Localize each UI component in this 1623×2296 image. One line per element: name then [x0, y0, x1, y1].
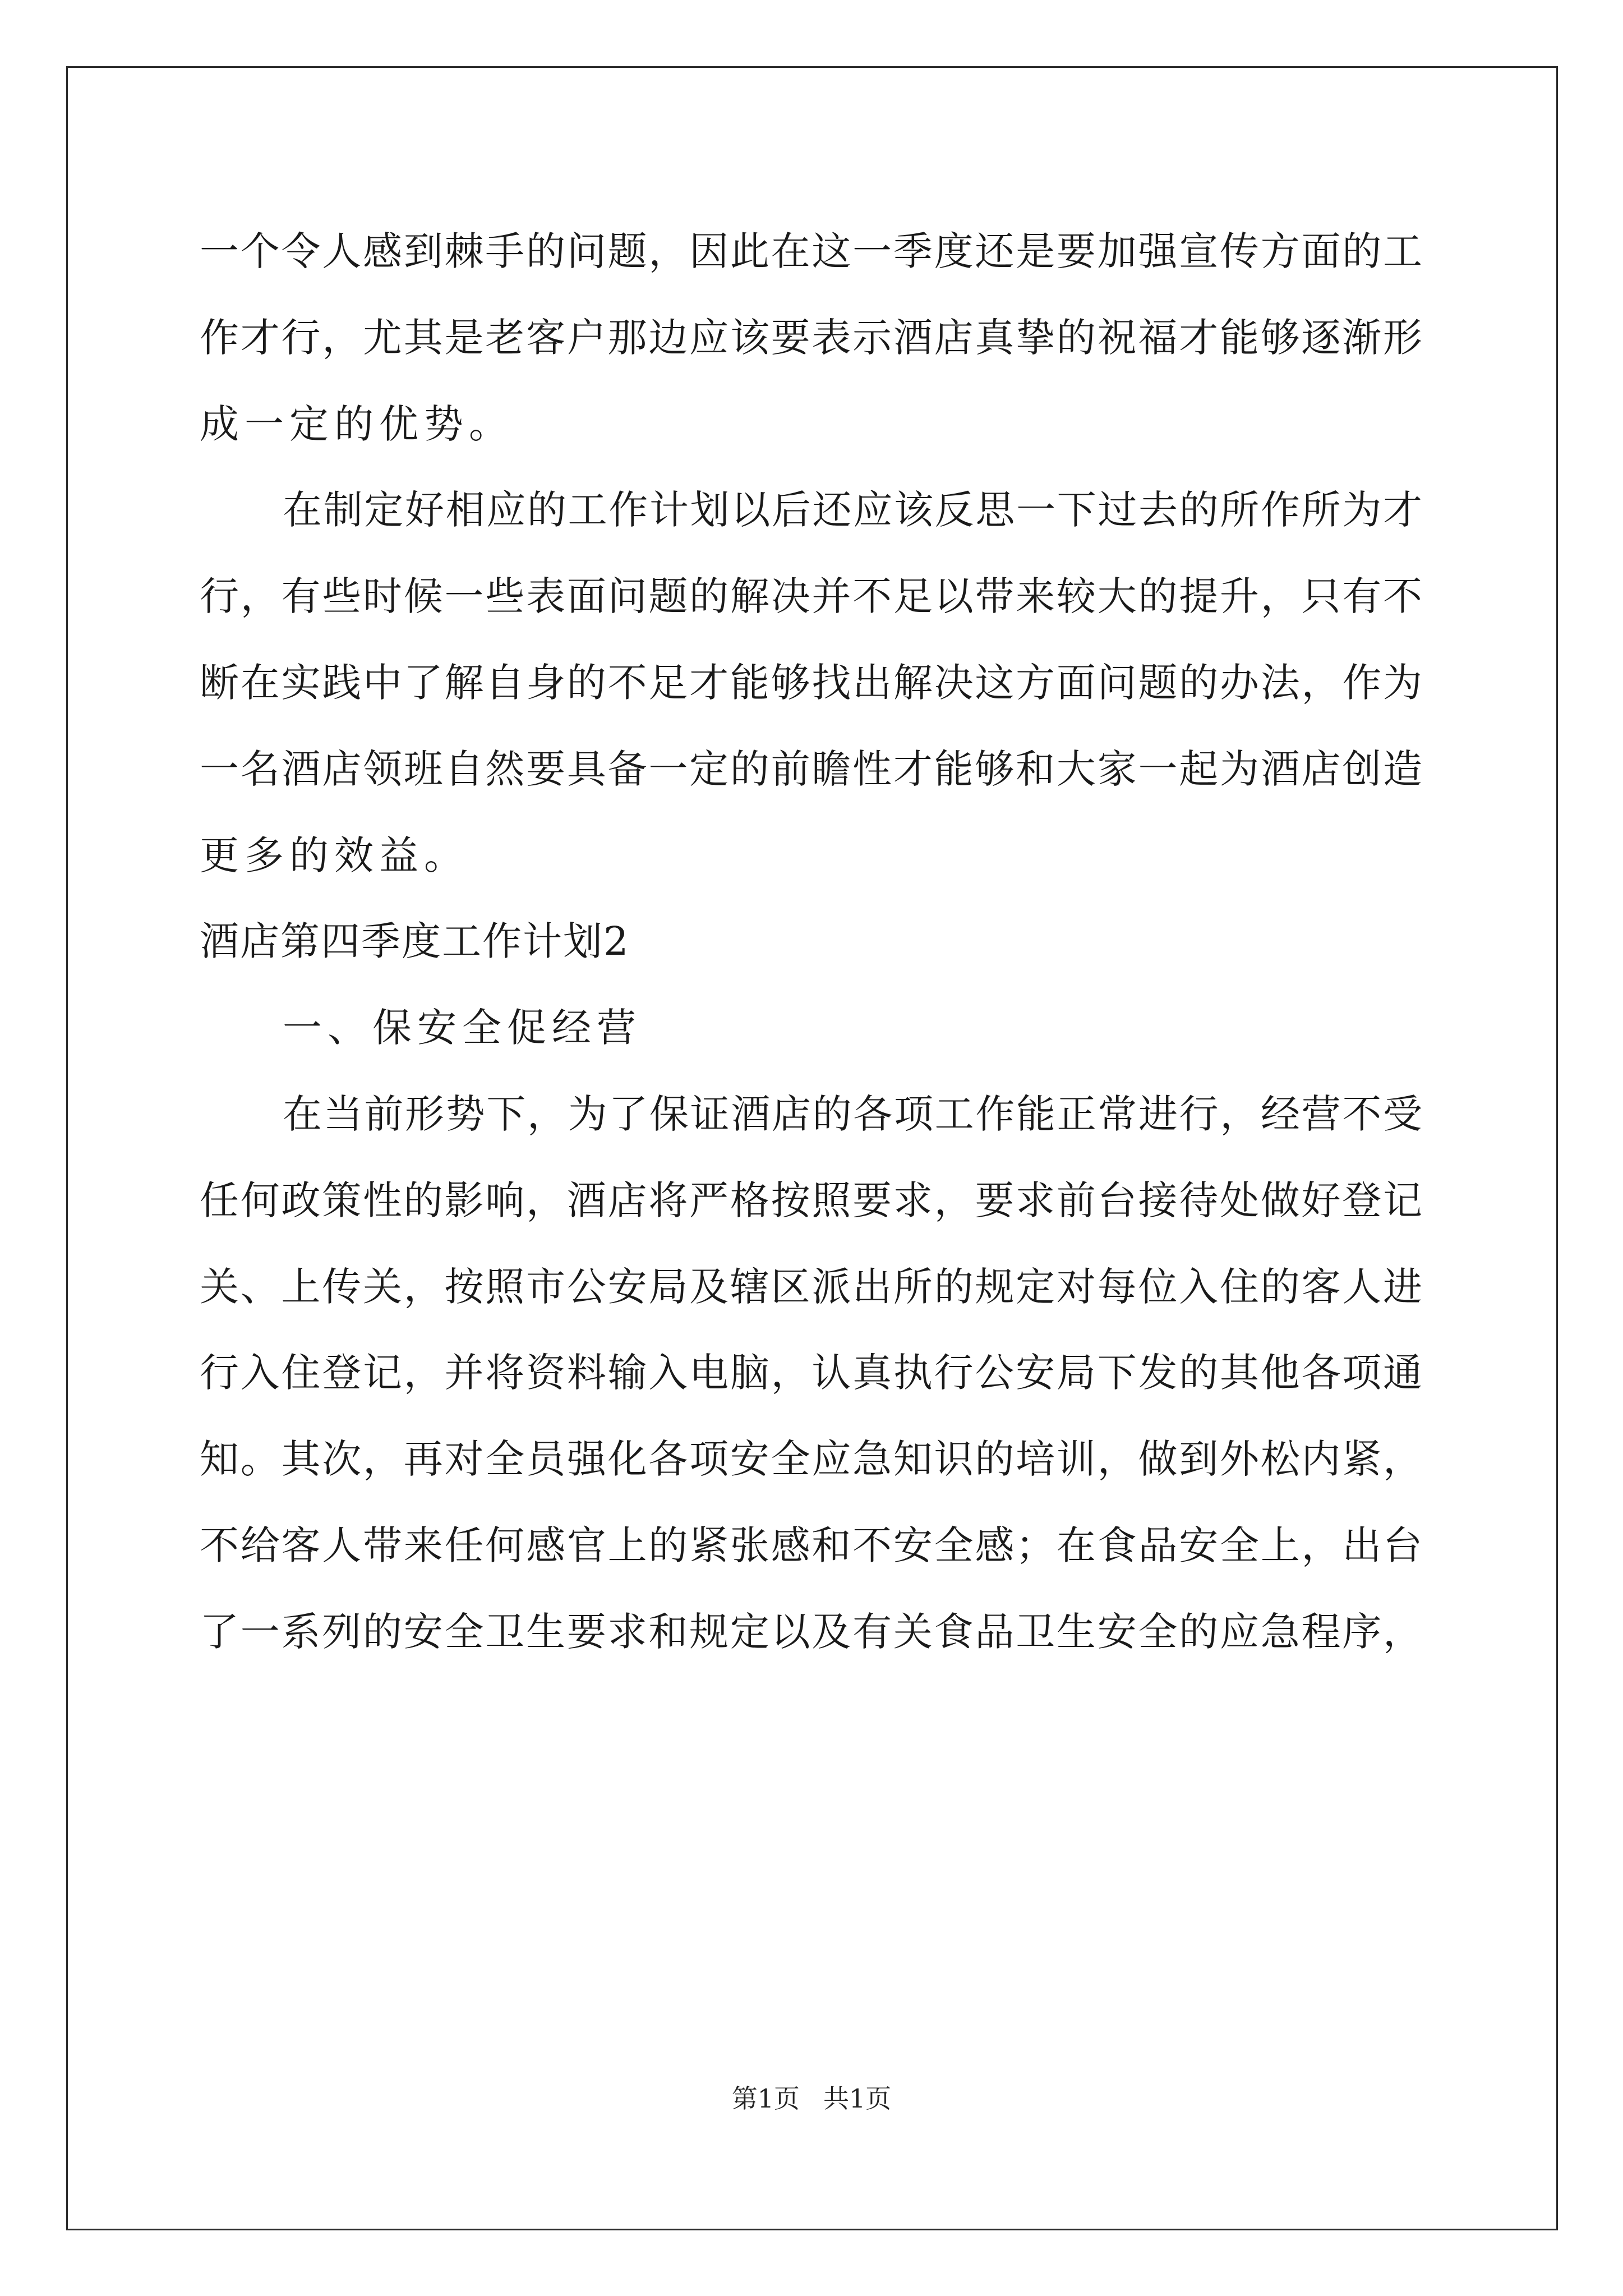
page-footer — [0, 2078, 1623, 2115]
paragraph-line: 行入住登记，并将资料输入电脑，认真执行公安局下发的其他各项通 — [200, 1350, 1422, 1396]
paragraph-line: 行，有些时候一些表面问题的解决并不足以带来较大的提升，只有不 — [200, 573, 1422, 620]
paragraph-line: 更多的效益。 — [200, 832, 469, 878]
paragraph-line: 一名酒店领班自然要具备一定的前瞻性才能够和大家一起为酒店创造 — [200, 746, 1422, 792]
paragraph-line: 了一系列的安全卫生要求和规定以及有关食品卫生安全的应急程序， — [200, 1608, 1422, 1655]
subsection-heading: 一、保安全促经营 — [283, 1005, 642, 1051]
document-body — [200, 209, 1422, 1676]
paragraph-line: 在当前形势下，为了保证酒店的各项工作能正常进行，经营不受 — [283, 1091, 1422, 1137]
paragraph-line: 成一定的优势。 — [200, 401, 514, 447]
paragraph-line: 作才行，尤其是老客户那边应该要表示酒店真挚的祝福才能够逐渐形 — [200, 314, 1422, 361]
page-number-current: 第1页 — [731, 2083, 800, 2114]
paragraph-line: 不给客人带来任何感官上的紧张感和不安全感；在食品安全上，出台 — [200, 1522, 1422, 1568]
paragraph-line: 关、上传关，按照市公安局及辖区派出所的规定对每位入住的客人进 — [200, 1263, 1422, 1310]
paragraph-line: 一个令人感到棘手的问题，因此在这一季度还是要加强宣传方面的工 — [200, 228, 1422, 274]
page-number-total: 共1页 — [823, 2083, 892, 2114]
paragraph-line: 知。其次，再对全员强化各项安全应急知识的培训，做到外松内紧， — [200, 1436, 1422, 1483]
paragraph-line: 在制定好相应的工作计划以后还应该反思一下过去的所作所为才 — [283, 487, 1422, 533]
paragraph-line: 断在实践中了解自身的不足才能够找出解决这方面问题的办法，作为 — [200, 659, 1422, 706]
section-heading: 酒店第四季度工作计划2 — [200, 918, 630, 965]
paragraph-line: 任何政策性的影响，酒店将严格按照要求，要求前台接待处做好登记 — [200, 1177, 1422, 1223]
